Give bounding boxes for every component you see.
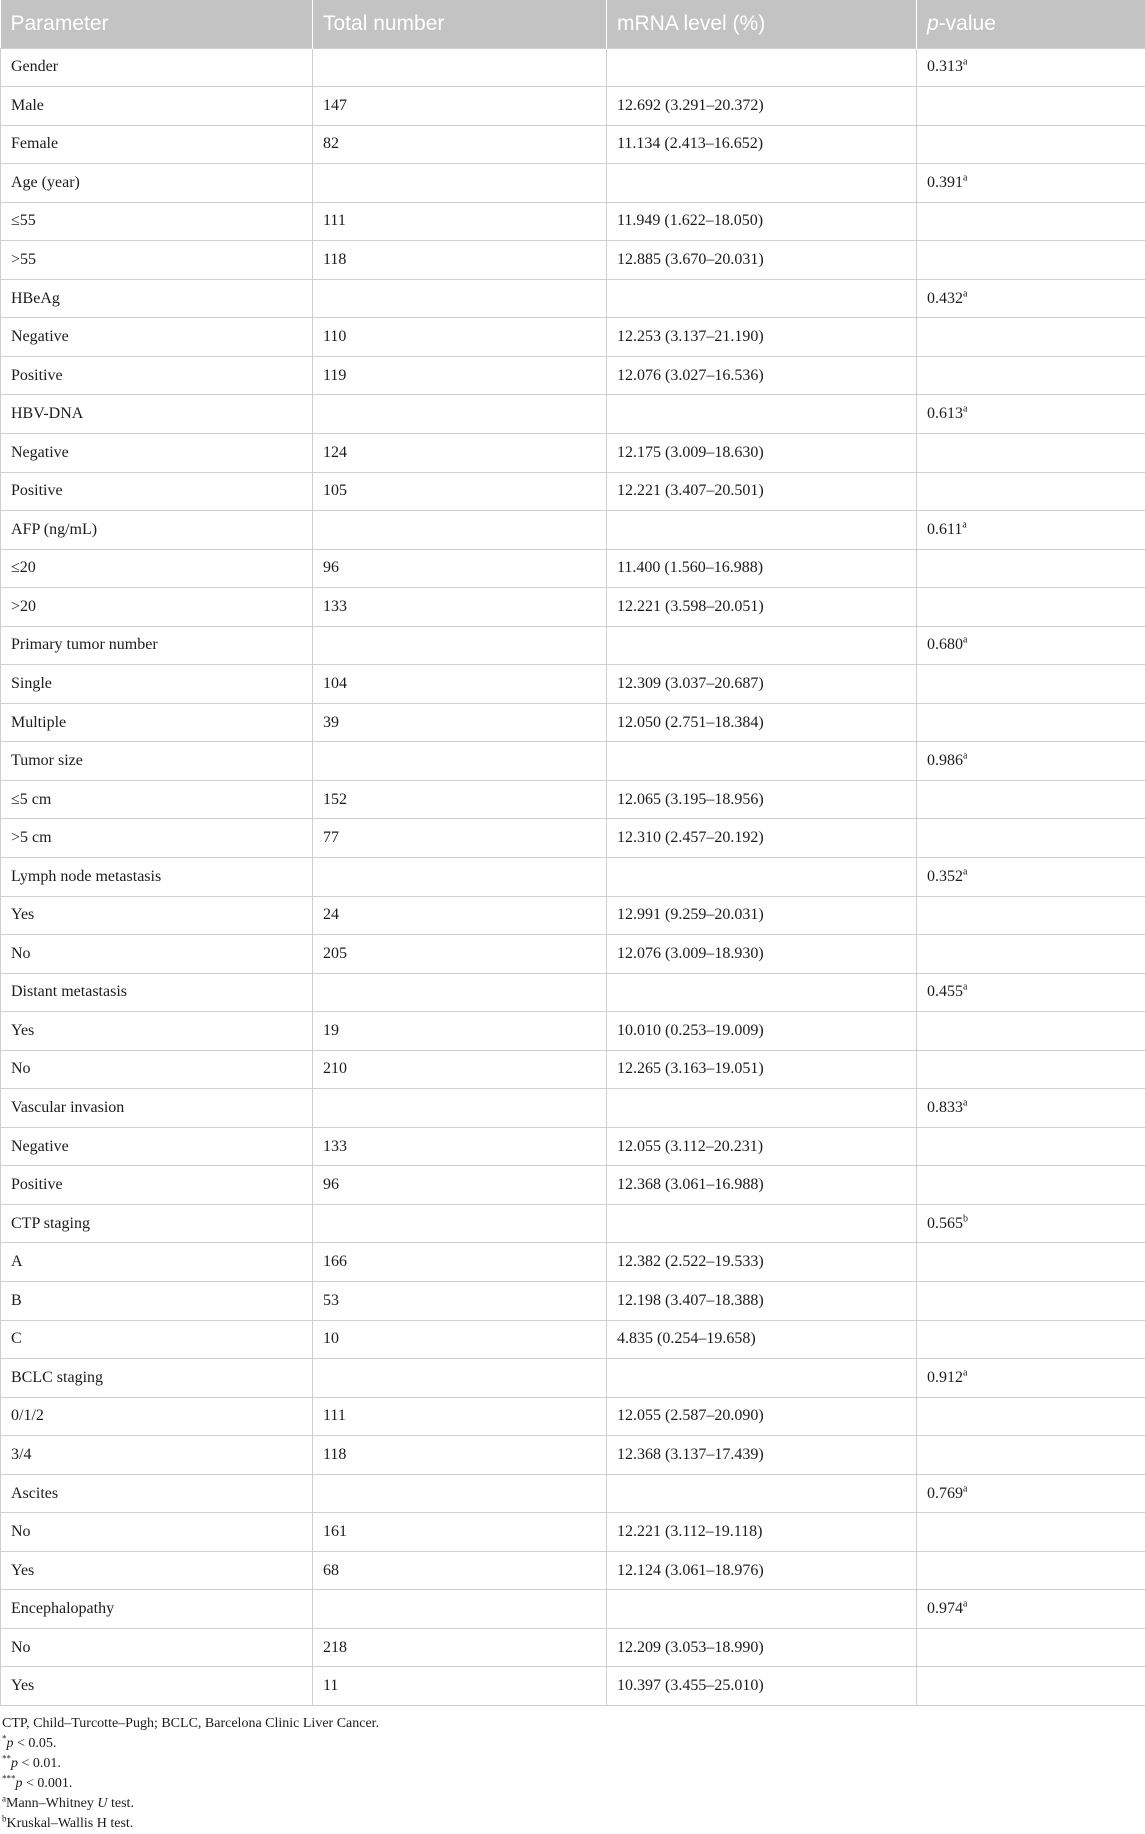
cell-total-number: 68: [313, 1551, 607, 1590]
cell-mrna-level: 12.885 (3.670–20.031): [607, 241, 917, 280]
table-row: [1, 472, 1145, 511]
cell-mrna-level: [607, 279, 917, 318]
p-value-test-marker: a: [963, 635, 967, 646]
table-row: [1, 896, 1145, 935]
cell-total-number: [313, 742, 607, 781]
cell-parameter: No: [1, 1050, 313, 1089]
cell-p-value: [917, 703, 1145, 742]
cell-total-number: [313, 1204, 607, 1243]
cell-p-value: [917, 318, 1145, 357]
cell-mrna-level: 12.221 (3.407–20.501): [607, 472, 917, 511]
cell-mrna-level: [607, 1590, 917, 1629]
cell-total-number: 96: [313, 549, 607, 588]
table-row: [1, 395, 1145, 434]
cell-total-number: [313, 1590, 607, 1629]
cell-parameter: BCLC staging: [1, 1359, 313, 1398]
cell-p-value: [917, 1282, 1145, 1321]
cell-mrna-level: 12.209 (3.053–18.990): [607, 1628, 917, 1667]
cell-parameter: No: [1, 1513, 313, 1552]
p-value-text: 0.613: [927, 405, 963, 422]
header-mrna-level: mRNA level (%): [607, 0, 917, 48]
table-row: [1, 125, 1145, 164]
cell-p-value: [917, 857, 1145, 896]
cell-total-number: [313, 973, 607, 1012]
cell-p-value: [917, 1243, 1145, 1282]
cell-total-number: [313, 279, 607, 318]
cell-parameter: Positive: [1, 472, 313, 511]
cell-total-number: 166: [313, 1243, 607, 1282]
cell-parameter: Age (year): [1, 164, 313, 203]
cell-total-number: 124: [313, 433, 607, 472]
cell-p-value: [917, 896, 1145, 935]
cell-mrna-level: 11.949 (1.622–18.050): [607, 202, 917, 241]
cell-p-value: [917, 1089, 1145, 1128]
footnote-b-kruskal-wallis: $^b$Kruskal–Wallis H test.: [2, 1814, 1145, 1834]
cell-total-number: [313, 395, 607, 434]
p-value-text: 0.391: [927, 174, 963, 191]
cell-mrna-level: 4.835 (0.254–19.658): [607, 1320, 917, 1359]
cell-p-value: [917, 973, 1145, 1012]
footnote-abbreviations: CTP, Child–Turcotte–Pugh; BCLC, Barcelona Clinic Liver Cancer.: [2, 1714, 1145, 1734]
cell-mrna-level: [607, 857, 917, 896]
cell-p-value: [917, 1166, 1145, 1205]
cell-parameter: Primary tumor number: [1, 626, 313, 665]
cell-total-number: [313, 626, 607, 665]
cell-total-number: 104: [313, 665, 607, 704]
p-value-text: 0.974: [927, 1600, 963, 1617]
cell-p-value: [917, 1320, 1145, 1359]
table-row: [1, 1474, 1145, 1513]
cell-mrna-level: 12.692 (3.291–20.372): [607, 87, 917, 126]
cell-p-value: [917, 202, 1145, 241]
cell-p-value: [917, 819, 1145, 858]
table-row: [1, 279, 1145, 318]
p-value-test-marker: a: [963, 982, 967, 993]
cell-mrna-level: 12.055 (3.112–20.231): [607, 1127, 917, 1166]
cell-total-number: [313, 164, 607, 203]
cell-parameter: Yes: [1, 1667, 313, 1706]
cell-mrna-level: [607, 48, 917, 87]
table-row: [1, 703, 1145, 742]
cell-mrna-level: 12.076 (3.027–16.536): [607, 356, 917, 395]
table-row: [1, 665, 1145, 704]
cell-parameter: Lymph node metastasis: [1, 857, 313, 896]
cell-p-value: [917, 1397, 1145, 1436]
cell-mrna-level: 12.221 (3.598–20.051): [607, 588, 917, 627]
table-row: [1, 1012, 1145, 1051]
table-row: [1, 1513, 1145, 1552]
cell-parameter: Negative: [1, 318, 313, 357]
cell-p-value: [917, 1513, 1145, 1552]
cell-p-value: [917, 665, 1145, 704]
table-row: [1, 433, 1145, 472]
cell-total-number: 205: [313, 935, 607, 974]
cell-p-value: [917, 433, 1145, 472]
table-row: [1, 1436, 1145, 1475]
header-p-value: [917, 0, 1145, 48]
cell-p-value: [917, 1050, 1145, 1089]
table-row: [1, 973, 1145, 1012]
cell-mrna-level: 12.198 (3.407–18.388): [607, 1282, 917, 1321]
cell-mrna-level: [607, 626, 917, 665]
p-value-text: 0.432: [927, 290, 963, 307]
cell-total-number: 218: [313, 1628, 607, 1667]
cell-parameter: HBeAg: [1, 279, 313, 318]
cell-parameter: 0/1/2: [1, 1397, 313, 1436]
cell-total-number: 77: [313, 819, 607, 858]
footnote-sig-005: *p < 0.05.: [2, 1734, 1145, 1754]
cell-parameter: Yes: [1, 1551, 313, 1590]
cell-parameter: Encephalopathy: [1, 1590, 313, 1629]
cell-mrna-level: 12.076 (3.009–18.930): [607, 935, 917, 974]
cell-parameter: Distant metastasis: [1, 973, 313, 1012]
table-row: [1, 1320, 1145, 1359]
table-row: [1, 1089, 1145, 1128]
cell-p-value: [917, 356, 1145, 395]
p-value-test-marker: a: [963, 866, 967, 877]
cell-total-number: 152: [313, 780, 607, 819]
cell-parameter: C: [1, 1320, 313, 1359]
p-value-text: 0.313: [927, 58, 963, 75]
cell-p-value: [917, 164, 1145, 203]
cell-total-number: [313, 48, 607, 87]
cell-mrna-level: [607, 511, 917, 550]
cell-p-value: [917, 241, 1145, 280]
cell-total-number: 210: [313, 1050, 607, 1089]
table-row: [1, 356, 1145, 395]
cell-p-value: [917, 1667, 1145, 1706]
cell-mrna-level: 12.991 (9.259–20.031): [607, 896, 917, 935]
cell-p-value: [917, 626, 1145, 665]
table-body: [1, 48, 1145, 1706]
table-row: [1, 1667, 1145, 1706]
cell-p-value: [917, 1436, 1145, 1475]
cell-total-number: 118: [313, 1436, 607, 1475]
table-row: [1, 1204, 1145, 1243]
cell-parameter: Vascular invasion: [1, 1089, 313, 1128]
cell-total-number: 10: [313, 1320, 607, 1359]
cell-total-number: 133: [313, 588, 607, 627]
cell-p-value: [917, 780, 1145, 819]
p-value-text: 0.986: [927, 752, 963, 769]
header-parameter: Parameter: [1, 0, 313, 48]
table-row: [1, 1359, 1145, 1398]
footnote-a-mann-whitney: $^a$Mann–Whitney U test.: [2, 1794, 1145, 1814]
table-row: [1, 1590, 1145, 1629]
cell-mrna-level: 12.050 (2.751–18.384): [607, 703, 917, 742]
table-row: [1, 1628, 1145, 1667]
cell-total-number: 118: [313, 241, 607, 280]
cell-mrna-level: [607, 1359, 917, 1398]
cell-parameter: HBV-DNA: [1, 395, 313, 434]
table-row: [1, 588, 1145, 627]
cell-p-value: [917, 395, 1145, 434]
cell-p-value: [917, 1012, 1145, 1051]
table-row: [1, 742, 1145, 781]
p-value-test-marker: a: [963, 288, 967, 299]
table-row: [1, 48, 1145, 87]
cell-parameter: Gender: [1, 48, 313, 87]
cell-p-value: [917, 87, 1145, 126]
cell-p-value: [917, 511, 1145, 550]
cell-parameter: Ascites: [1, 1474, 313, 1513]
p-value-test-marker: a: [963, 173, 967, 184]
cell-p-value: [917, 1590, 1145, 1629]
cell-mrna-level: [607, 1204, 917, 1243]
cell-mrna-level: 12.368 (3.137–17.439): [607, 1436, 917, 1475]
cell-mrna-level: [607, 973, 917, 1012]
p-value-test-marker: a: [963, 404, 967, 415]
p-value-text: 0.912: [927, 1369, 963, 1386]
cell-total-number: 53: [313, 1282, 607, 1321]
table-row: [1, 819, 1145, 858]
cell-parameter: ≤5 cm: [1, 780, 313, 819]
cell-total-number: 111: [313, 1397, 607, 1436]
table-row: [1, 1397, 1145, 1436]
p-value-test-marker: a: [963, 1599, 967, 1610]
cell-p-value: [917, 935, 1145, 974]
cell-p-value: [917, 1359, 1145, 1398]
cell-mrna-level: 12.253 (3.137–21.190): [607, 318, 917, 357]
table-row: [1, 1243, 1145, 1282]
cell-parameter: Female: [1, 125, 313, 164]
table-row: [1, 935, 1145, 974]
footnote-sig-001: **p < 0.01.: [2, 1754, 1145, 1774]
cell-total-number: 119: [313, 356, 607, 395]
cell-p-value: [917, 1127, 1145, 1166]
table-row: [1, 511, 1145, 550]
p-value-text: 0.611: [927, 521, 962, 538]
table-row: [1, 318, 1145, 357]
cell-mrna-level: 11.400 (1.560–16.988): [607, 549, 917, 588]
cell-parameter: No: [1, 935, 313, 974]
cell-mrna-level: [607, 395, 917, 434]
p-value-text: 0.833: [927, 1099, 963, 1116]
table-row: [1, 780, 1145, 819]
cell-parameter: Multiple: [1, 703, 313, 742]
cell-parameter: Tumor size: [1, 742, 313, 781]
cell-mrna-level: 12.382 (2.522–19.533): [607, 1243, 917, 1282]
p-value-test-marker: a: [962, 520, 966, 531]
cell-parameter: 3/4: [1, 1436, 313, 1475]
p-value-test-marker: a: [963, 1483, 967, 1494]
table-row: [1, 549, 1145, 588]
p-value-test-marker: a: [963, 1098, 967, 1109]
cell-total-number: [313, 1474, 607, 1513]
cell-mrna-level: [607, 1089, 917, 1128]
table-row: [1, 241, 1145, 280]
cell-total-number: 19: [313, 1012, 607, 1051]
cell-mrna-level: 12.309 (3.037–20.687): [607, 665, 917, 704]
cell-total-number: [313, 1359, 607, 1398]
cell-mrna-level: 12.368 (3.061–16.988): [607, 1166, 917, 1205]
table-row: [1, 1166, 1145, 1205]
cell-p-value: [917, 1474, 1145, 1513]
cell-parameter: >20: [1, 588, 313, 627]
cell-parameter: >55: [1, 241, 313, 280]
cell-total-number: 147: [313, 87, 607, 126]
cell-p-value: [917, 1551, 1145, 1590]
cell-mrna-level: 12.175 (3.009–18.630): [607, 433, 917, 472]
table-row: [1, 626, 1145, 665]
cell-p-value: [917, 549, 1145, 588]
header-p-suffix: -value: [939, 12, 996, 35]
footnote-sig-0001: ***p < 0.001.: [2, 1774, 1145, 1794]
table-row: [1, 202, 1145, 241]
cell-mrna-level: 12.065 (3.195–18.956): [607, 780, 917, 819]
p-value-text: 0.352: [927, 868, 963, 885]
cell-parameter: A: [1, 1243, 313, 1282]
p-value-text: 0.455: [927, 983, 963, 1000]
cell-parameter: >5 cm: [1, 819, 313, 858]
cell-p-value: [917, 48, 1145, 87]
p-value-test-marker: b: [963, 1213, 968, 1224]
table-row: [1, 87, 1145, 126]
cell-parameter: Yes: [1, 1012, 313, 1051]
cell-parameter: Male: [1, 87, 313, 126]
header-total-number: Total number: [313, 0, 607, 48]
cell-parameter: Single: [1, 665, 313, 704]
cell-mrna-level: 12.124 (3.061–18.976): [607, 1551, 917, 1590]
p-value-text: 0.565: [927, 1215, 963, 1232]
cell-parameter: Positive: [1, 356, 313, 395]
header-p-italic: p: [927, 12, 939, 35]
cell-parameter: Negative: [1, 1127, 313, 1166]
cell-total-number: 82: [313, 125, 607, 164]
p-value-test-marker: a: [963, 751, 967, 762]
cell-parameter: Yes: [1, 896, 313, 935]
cell-mrna-level: 11.134 (2.413–16.652): [607, 125, 917, 164]
cell-total-number: 96: [313, 1166, 607, 1205]
cell-parameter: Positive: [1, 1166, 313, 1205]
cell-mrna-level: 10.010 (0.253–19.009): [607, 1012, 917, 1051]
p-value-text: 0.680: [927, 636, 963, 653]
cell-parameter: AFP (ng/mL): [1, 511, 313, 550]
cell-parameter: Negative: [1, 433, 313, 472]
cell-total-number: 24: [313, 896, 607, 935]
cell-parameter: No: [1, 1628, 313, 1667]
cell-total-number: [313, 1089, 607, 1128]
cell-total-number: 161: [313, 1513, 607, 1552]
table-row: [1, 1127, 1145, 1166]
cell-parameter: ≤20: [1, 549, 313, 588]
cell-mrna-level: [607, 742, 917, 781]
cell-total-number: 11: [313, 1667, 607, 1706]
cell-mrna-level: 10.397 (3.455–25.010): [607, 1667, 917, 1706]
cell-total-number: 110: [313, 318, 607, 357]
table-header: [1, 0, 1145, 48]
p-value-test-marker: a: [963, 1368, 967, 1379]
cell-parameter: CTP staging: [1, 1204, 313, 1243]
p-value-test-marker: a: [963, 57, 967, 68]
cell-p-value: [917, 742, 1145, 781]
cell-total-number: 111: [313, 202, 607, 241]
cell-total-number: 133: [313, 1127, 607, 1166]
cell-parameter: ≤55: [1, 202, 313, 241]
cell-p-value: [917, 125, 1145, 164]
cell-total-number: [313, 511, 607, 550]
cell-total-number: 105: [313, 472, 607, 511]
cell-p-value: [917, 588, 1145, 627]
table-row: [1, 1050, 1145, 1089]
cell-mrna-level: 12.055 (2.587–20.090): [607, 1397, 917, 1436]
cell-total-number: [313, 857, 607, 896]
cell-mrna-level: 12.310 (2.457–20.192): [607, 819, 917, 858]
cell-mrna-level: [607, 164, 917, 203]
cell-total-number: 39: [313, 703, 607, 742]
cell-p-value: [917, 1628, 1145, 1667]
table-footnotes: [0, 1706, 1145, 1834]
table-row: [1, 857, 1145, 896]
table-row: [1, 164, 1145, 203]
cell-p-value: [917, 1204, 1145, 1243]
cell-p-value: [917, 472, 1145, 511]
cell-mrna-level: 12.265 (3.163–19.051): [607, 1050, 917, 1089]
cell-parameter: B: [1, 1282, 313, 1321]
table-row: [1, 1282, 1145, 1321]
cell-p-value: [917, 279, 1145, 318]
p-value-text: 0.769: [927, 1485, 963, 1502]
cell-mrna-level: 12.221 (3.112–19.118): [607, 1513, 917, 1552]
cell-mrna-level: [607, 1474, 917, 1513]
table-row: [1, 1551, 1145, 1590]
